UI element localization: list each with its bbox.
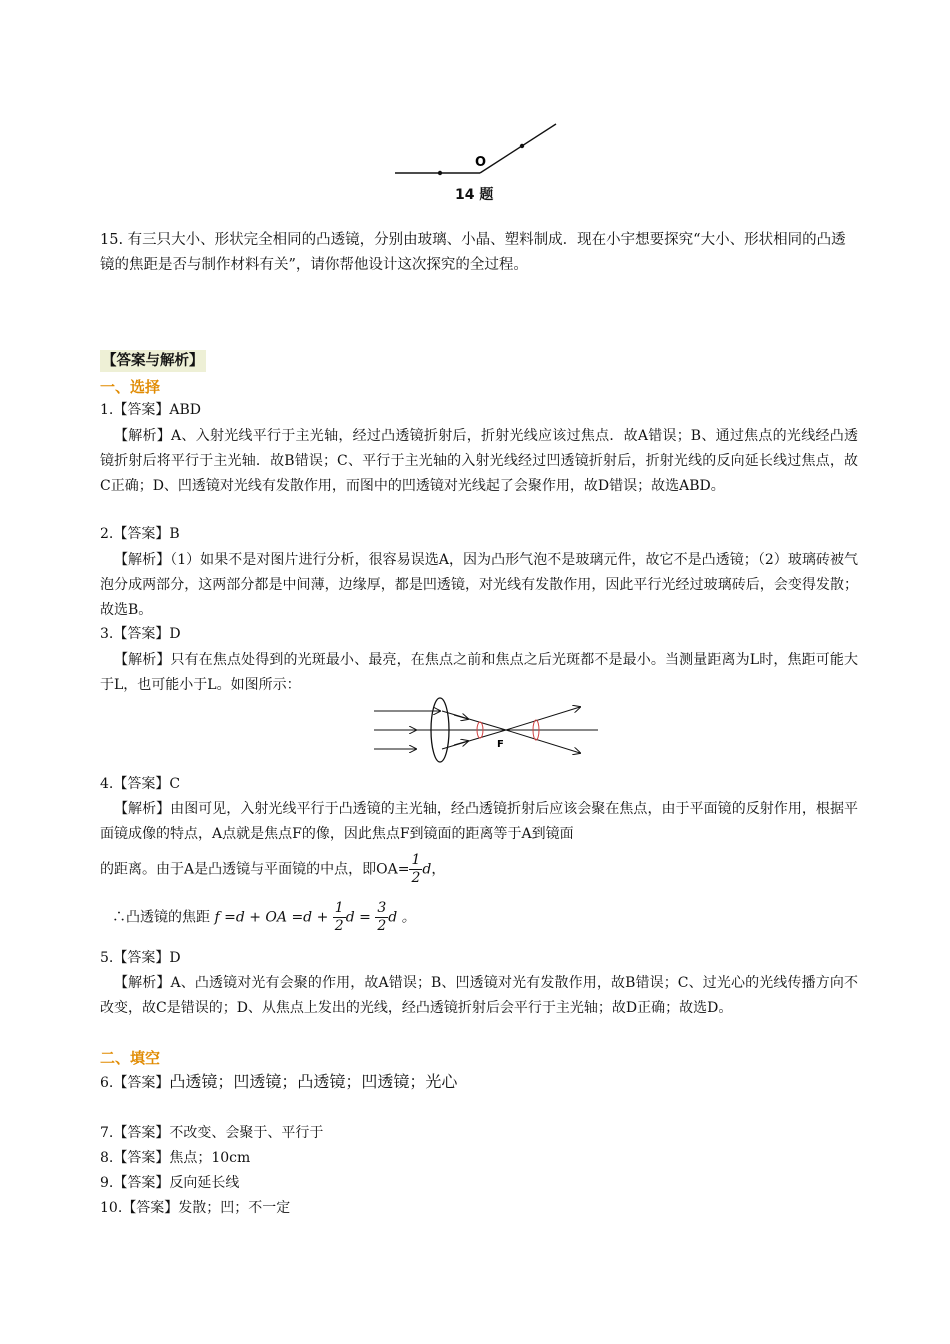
figure-14-dot-left [438,171,442,175]
explanation-5: 【解析】A、凸透镜对光有会聚的作用，故A错误；B、凹透镜对光有发散作用，故B错误；C、过光心的光线传播方向不改变，故C是错误的；D、从焦点上发出的光线，经凸透镜折射后会平行于主光轴；故D正确；故选D。 [100,975,858,1016]
focal-length-formula [112,900,416,935]
figure-14-dot-right [520,144,524,148]
figure-14-inclined-ray [480,124,556,173]
explanation-2: 【解析】（1）如果不是对图片进行分析，很容易误选A，因为凸形气泡不是玻璃元件，故它不是凸透镜；（2）玻璃砖被气泡分成两部分，这两部分都是中间薄，边缘厚，都是凹透镜，对光线有发散作用，因此平行光经过玻璃砖后，会变得发散；故选B。 [100,552,858,618]
question-15: 15. 有三只大小、形状完全相同的凸透镜，分别由玻璃、小晶、塑料制成．现在小宇想要探究“大小、形状相同的凸透镜的焦距是否与制作材料有关”，请你帮他设计这次探究的全过程。 [100,232,846,273]
explanation-3: 【解析】只有在焦点处得到的光斑最小、最亮，在焦点之前和焦点之后光斑都不是最小。当测量距离为L时，焦距可能大于L，也可能小于L。如图所示： [100,652,858,693]
variable-d: d [422,861,432,878]
answer-3: 3.【答案】D [100,626,181,642]
section-choice-title: 一、选择 [100,378,161,396]
variable-f: f [214,909,220,926]
comma: ， [431,861,446,878]
answer-6 [100,1070,457,1095]
explanation-4: 【解析】由图可见，入射光线平行于凸透镜的主光轴，经凸透镜折射后应该会聚在焦点，由于平面镜的反射作用，根据平面镜成像的特点，A点就是焦点F的像，因此焦点F到镜面的距离等于A到镜面 [100,801,858,842]
answer-10: 10.【答案】发散；凹；不一定 [100,1200,291,1216]
formula-middle-2: d = [345,909,371,926]
formula-prefix: ∴凸透镜的焦距 [112,909,210,926]
explanation-4-line2 [100,852,445,887]
fraction-one-half: $\frac{1}{2}$ [411,852,421,886]
answer-1: 1.【答案】ABD [100,402,201,418]
figure-14-label-o: O [475,155,487,170]
answer-8: 8.【答案】焦点；10cm [100,1150,251,1166]
answer-2: 2.【答案】B [100,526,180,542]
fraction-one-half-2: $\frac{1}{2}$ [334,900,344,934]
answers-header: 【答案与解析】 [100,350,206,372]
explanation-4-line2-text: 的距离。由于A是凸透镜与平面镜的中点，即OA= [100,861,410,878]
answer-6-prefix: 6.【答案】 [100,1075,170,1091]
answer-5: 5.【答案】D [100,950,181,966]
focus-label: F [497,739,504,750]
section-fill-title: 二、填空 [100,1049,161,1067]
formula-end: d 。 [388,909,416,926]
fraction-three-half: $\frac{3}{2}$ [377,900,387,934]
figure-14-caption: 14 题 [455,187,494,203]
answer-7: 7.【答案】不改变、会聚于、平行于 [100,1125,324,1141]
formula-middle: =d + OA =d + [219,909,329,926]
figure-3-lens-diagram [372,697,600,763]
answer-6-body: 凸透镜；凹透镜；凸透镜；凹透镜；光心 [169,1072,458,1091]
explanation-1: 【解析】A、入射光线平行于主光轴，经过凸透镜折射后，折射光线应该过焦点．故A错误；B、通过焦点的光线经凸透镜折射后将平行于主光轴．故B错误；C、平行于主光轴的入射光线经过凹透镜折射后，折射光线的反向延长线过焦点，故C正确；D、凹透镜对光线有发散作用，而图中的凹透镜对光线起了会聚作用，故D错误；故选ABD。 [100,428,858,494]
answer-4: 4.【答案】C [100,776,181,792]
answer-9: 9.【答案】反向延长线 [100,1175,240,1191]
